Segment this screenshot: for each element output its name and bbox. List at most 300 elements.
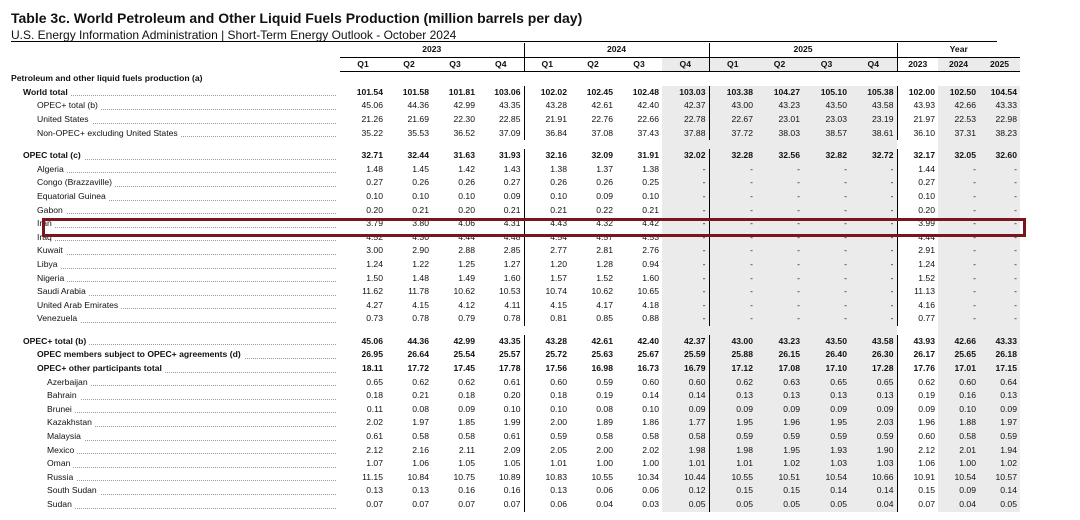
table-row <box>11 312 1020 326</box>
value-cell: 4.12 <box>458 299 475 310</box>
value-cell: 0.13 <box>366 485 383 496</box>
value-cell: 0.05 <box>979 498 1020 512</box>
value-cell: 42.40 <box>637 335 659 346</box>
value-cell: 0.59 <box>596 376 613 387</box>
value-cell: 4.57 <box>596 231 613 242</box>
value-cell: 102.02 <box>524 86 570 100</box>
quarter-header: Q1 <box>524 57 570 72</box>
value-cell: 17.45 <box>453 363 475 374</box>
value-cell: 23.19 <box>850 113 897 127</box>
value-cell: 26.64 <box>407 349 429 360</box>
value-cell: 22.85 <box>498 113 521 124</box>
value-cell: - <box>756 312 803 326</box>
table-row <box>11 285 1020 299</box>
value-cell: 1.85 <box>458 417 475 428</box>
row-label: Sudan <box>11 498 340 512</box>
value-cell: 26.40 <box>803 348 850 362</box>
value-cell: 10.65 <box>637 286 659 297</box>
table-row <box>11 444 1020 458</box>
value-cell: - <box>803 258 850 272</box>
value-cell: 17.76 <box>897 362 938 376</box>
value-cell: 1.97 <box>979 416 1020 430</box>
value-cell: 17.01 <box>938 362 979 376</box>
value-cell: 17.56 <box>524 362 570 376</box>
table-row <box>11 416 1020 430</box>
table-subtitle: U.S. Energy Information Administration | Short-Term Energy Outlook - October 2024 <box>11 28 457 42</box>
value-cell: 0.13 <box>979 389 1020 403</box>
value-cell: 23.03 <box>803 113 850 127</box>
value-cell: 0.27 <box>366 177 383 188</box>
value-cell: 0.09 <box>709 403 756 417</box>
value-cell: 105.10 <box>803 86 850 100</box>
value-cell: - <box>662 176 709 190</box>
value-cell: - <box>756 285 803 299</box>
value-cell: 0.16 <box>503 485 521 496</box>
value-cell: 4.11 <box>504 299 521 310</box>
value-cell: - <box>938 176 979 190</box>
value-cell: 0.05 <box>709 498 756 512</box>
value-cell: 16.73 <box>637 363 659 374</box>
value-cell: - <box>803 299 850 313</box>
value-cell: 0.07 <box>458 499 475 509</box>
value-cell: 0.10 <box>938 403 979 417</box>
value-cell: 0.59 <box>803 430 850 444</box>
value-cell: 25.63 <box>591 349 613 360</box>
quarter-header: Q1 <box>709 57 756 72</box>
value-cell: 0.10 <box>412 190 429 201</box>
row-label: Equatorial Guinea <box>11 190 340 204</box>
value-cell: 0.13 <box>756 389 803 403</box>
value-cell: - <box>850 299 897 313</box>
value-cell: - <box>803 285 850 299</box>
value-cell: 102.45 <box>586 86 613 97</box>
value-cell: 1.57 <box>524 272 570 286</box>
value-cell: - <box>662 231 709 245</box>
table-row <box>11 335 1020 349</box>
value-cell: - <box>850 285 897 299</box>
value-cell: - <box>709 204 756 218</box>
value-cell: 26.95 <box>361 349 383 360</box>
value-cell: 0.07 <box>412 499 429 509</box>
value-cell: 26.15 <box>756 348 803 362</box>
row-label: South Sudan <box>11 484 340 498</box>
quarter-header: Q4 <box>478 57 524 72</box>
value-cell: 101.58 <box>402 86 429 97</box>
value-cell: 0.21 <box>642 204 659 215</box>
value-cell: 1.01 <box>709 457 756 471</box>
row-label: OPEC total (c) <box>11 149 340 163</box>
value-cell: - <box>803 231 850 245</box>
value-cell: 0.07 <box>366 499 383 509</box>
value-cell: - <box>938 312 979 326</box>
value-cell: - <box>938 272 979 286</box>
value-cell: 0.27 <box>897 176 938 190</box>
value-cell: 45.06 <box>361 335 383 346</box>
value-cell: 1.05 <box>458 458 475 469</box>
value-cell: 4.18 <box>642 299 659 310</box>
year-header-2025: 2025 <box>709 43 897 57</box>
table-row <box>11 99 1020 113</box>
value-cell: 1.07 <box>366 458 383 469</box>
value-cell: - <box>850 272 897 286</box>
value-cell: 0.19 <box>596 390 613 401</box>
value-cell: 0.07 <box>503 499 521 509</box>
value-cell: 11.78 <box>408 286 429 297</box>
value-cell: 1.43 <box>503 163 521 174</box>
value-cell: - <box>979 176 1020 190</box>
value-cell: - <box>979 312 1020 326</box>
value-cell: 0.14 <box>662 389 709 403</box>
value-cell: 43.33 <box>979 99 1020 113</box>
value-cell: - <box>662 299 709 313</box>
value-cell: 1.94 <box>979 444 1020 458</box>
value-cell: 0.06 <box>642 485 659 496</box>
value-cell: - <box>979 258 1020 272</box>
value-cell: 4.16 <box>897 299 938 313</box>
value-cell: 0.58 <box>458 431 475 442</box>
value-cell: 0.08 <box>596 403 613 414</box>
value-cell: 4.44 <box>458 231 475 242</box>
value-cell: 1.60 <box>503 272 521 283</box>
value-cell: - <box>938 244 979 258</box>
value-cell: 1.00 <box>642 458 659 469</box>
value-cell: 0.10 <box>458 190 475 201</box>
value-cell: - <box>938 190 979 204</box>
value-cell: 0.10 <box>524 403 570 417</box>
value-cell: 0.65 <box>803 376 850 390</box>
value-cell: 0.18 <box>366 390 383 401</box>
value-cell: 42.66 <box>938 335 979 349</box>
value-cell: 0.18 <box>458 390 475 401</box>
value-cell: 0.26 <box>412 177 429 188</box>
value-cell: 1.01 <box>662 457 709 471</box>
value-cell: 25.65 <box>938 348 979 362</box>
value-cell: 0.14 <box>642 390 659 401</box>
value-cell: 0.09 <box>850 403 897 417</box>
value-cell: 42.99 <box>453 335 475 346</box>
value-cell: 1.27 <box>503 258 521 269</box>
value-cell: 1.03 <box>850 457 897 471</box>
value-cell: 1.28 <box>596 258 613 269</box>
value-cell: - <box>662 285 709 299</box>
value-cell: 1.45 <box>412 163 429 174</box>
value-cell: - <box>662 272 709 286</box>
value-cell: - <box>938 258 979 272</box>
value-cell: 0.05 <box>662 498 709 512</box>
value-cell: 25.88 <box>709 348 756 362</box>
value-cell: 43.93 <box>897 335 938 349</box>
value-cell: 0.58 <box>642 431 659 442</box>
value-cell: 1.60 <box>642 272 659 283</box>
value-cell: 2.16 <box>412 444 429 455</box>
table-row <box>11 498 1020 512</box>
value-cell: - <box>709 231 756 245</box>
value-cell: 0.06 <box>596 485 613 496</box>
value-cell: - <box>979 190 1020 204</box>
row-label: United States <box>11 113 340 127</box>
value-cell: - <box>756 231 803 245</box>
row-label: Venezuela <box>11 312 340 326</box>
value-cell: 0.21 <box>412 204 429 215</box>
value-cell: 105.38 <box>850 86 897 100</box>
year-column-header: 2025 <box>979 57 1020 72</box>
value-cell: - <box>803 190 850 204</box>
value-cell: - <box>662 244 709 258</box>
value-cell: 4.42 <box>642 218 659 229</box>
value-cell: - <box>979 204 1020 218</box>
value-cell: - <box>662 217 709 231</box>
value-cell: - <box>979 163 1020 177</box>
iran-row-highlight-box <box>42 218 1026 237</box>
value-cell: 3.80 <box>412 218 429 229</box>
value-cell: 0.59 <box>524 430 570 444</box>
value-cell: 22.78 <box>662 113 709 127</box>
value-cell: 2.05 <box>524 444 570 458</box>
value-cell: - <box>756 299 803 313</box>
value-cell: 103.03 <box>662 86 709 100</box>
value-cell: 10.57 <box>979 471 1020 485</box>
value-cell: 0.60 <box>642 376 659 387</box>
value-cell: 1.88 <box>938 416 979 430</box>
value-cell: 1.99 <box>503 417 521 428</box>
value-cell: 43.33 <box>979 335 1020 349</box>
table-row <box>11 376 1020 390</box>
value-cell: 32.17 <box>897 149 938 163</box>
value-cell: 22.66 <box>637 113 659 124</box>
value-cell: 32.71 <box>361 150 383 161</box>
value-cell: 10.84 <box>407 471 429 482</box>
value-cell: 0.21 <box>503 204 521 215</box>
value-cell: 31.93 <box>498 150 521 161</box>
value-cell: 43.28 <box>524 335 570 349</box>
value-cell: 0.09 <box>596 190 613 201</box>
value-cell: 2.88 <box>458 245 475 256</box>
value-cell: 10.34 <box>637 471 659 482</box>
value-cell: 0.04 <box>596 499 613 509</box>
value-cell: 1.93 <box>803 444 850 458</box>
value-cell: - <box>709 299 756 313</box>
value-cell: 1.96 <box>756 416 803 430</box>
value-cell: 0.13 <box>412 485 429 496</box>
value-cell: 10.54 <box>938 471 979 485</box>
value-cell: 0.62 <box>897 376 938 390</box>
table-row <box>11 149 1020 163</box>
year-header-2023: 2023 <box>340 43 524 57</box>
value-cell: 37.43 <box>637 127 659 138</box>
value-cell: 42.37 <box>662 335 709 349</box>
row-label: Mexico <box>11 444 340 458</box>
row-label: OPEC+ other participants total <box>11 362 340 376</box>
value-cell: 0.08 <box>412 403 429 414</box>
value-cell: 36.84 <box>524 127 570 141</box>
value-cell: 0.59 <box>709 430 756 444</box>
value-cell: - <box>756 258 803 272</box>
value-cell: 10.89 <box>498 471 521 482</box>
table-row <box>11 176 1020 190</box>
value-cell: 0.26 <box>458 177 475 188</box>
table-row <box>11 457 1020 471</box>
value-cell: - <box>709 285 756 299</box>
value-cell: 16.79 <box>662 362 709 376</box>
value-cell: 0.62 <box>709 376 756 390</box>
value-cell: 103.38 <box>709 86 756 100</box>
value-cell: 4.06 <box>458 218 475 229</box>
value-cell: - <box>709 244 756 258</box>
value-cell: 0.65 <box>850 376 897 390</box>
value-cell: - <box>803 204 850 218</box>
row-label: Non-OPEC+ excluding United States <box>11 127 340 141</box>
value-cell: 0.10 <box>366 190 383 201</box>
value-cell: 102.48 <box>632 86 659 97</box>
value-cell: 10.83 <box>524 471 570 485</box>
value-cell: 21.91 <box>524 113 570 127</box>
value-cell: 102.00 <box>897 86 938 100</box>
value-cell: 0.14 <box>850 484 897 498</box>
value-cell: 32.56 <box>756 149 803 163</box>
value-cell: - <box>803 163 850 177</box>
value-cell: 25.54 <box>453 349 475 360</box>
value-cell: 0.20 <box>366 204 383 215</box>
value-cell: - <box>938 163 979 177</box>
value-cell: 17.15 <box>979 362 1020 376</box>
value-cell: 37.31 <box>938 127 979 141</box>
value-cell: 1.01 <box>524 457 570 471</box>
value-cell: 0.59 <box>850 430 897 444</box>
value-cell: 3.00 <box>366 245 383 256</box>
value-cell: 2.12 <box>897 444 938 458</box>
value-cell: 4.30 <box>412 231 429 242</box>
value-cell: 1.38 <box>524 163 570 177</box>
value-cell: - <box>756 204 803 218</box>
value-cell: 104.54 <box>979 86 1020 100</box>
value-cell: 32.05 <box>938 149 979 163</box>
value-cell: 0.60 <box>897 430 938 444</box>
value-cell: 0.14 <box>803 484 850 498</box>
value-cell: 21.69 <box>407 113 429 124</box>
value-cell: - <box>803 176 850 190</box>
row-label: OPEC members subject to OPEC+ agreements (d) <box>11 348 340 362</box>
table-row <box>11 163 1020 177</box>
value-cell: - <box>662 190 709 204</box>
table-row <box>11 389 1020 403</box>
value-cell: 1.44 <box>897 163 938 177</box>
year-column-header: 2024 <box>938 57 979 72</box>
value-cell: 23.01 <box>756 113 803 127</box>
value-cell: 0.58 <box>596 431 613 442</box>
value-cell: 10.62 <box>591 286 613 297</box>
year-column-header: 2023 <box>897 57 938 72</box>
value-cell: 0.21 <box>412 390 429 401</box>
table-row <box>11 484 1020 498</box>
value-cell: - <box>662 312 709 326</box>
value-cell: 25.67 <box>637 349 659 360</box>
value-cell: - <box>709 163 756 177</box>
quarter-header: Q3 <box>432 57 478 72</box>
value-cell: - <box>979 272 1020 286</box>
value-cell: 1.50 <box>366 272 383 283</box>
value-cell: 0.21 <box>524 204 570 218</box>
value-cell: 31.91 <box>637 150 659 161</box>
value-cell: 2.76 <box>642 245 659 256</box>
value-cell: 38.61 <box>850 127 897 141</box>
value-cell: 2.90 <box>412 245 429 256</box>
value-cell: 1.38 <box>642 163 659 174</box>
table-row <box>11 403 1020 417</box>
value-cell: 43.28 <box>524 99 570 113</box>
value-cell: 37.72 <box>709 127 756 141</box>
value-cell: 32.02 <box>662 149 709 163</box>
value-cell: - <box>709 217 756 231</box>
row-label: Oman <box>11 457 340 471</box>
value-cell: 0.05 <box>803 498 850 512</box>
value-cell: 0.16 <box>938 389 979 403</box>
value-cell: - <box>850 312 897 326</box>
value-cell: 0.09 <box>803 403 850 417</box>
value-cell: 4.52 <box>366 231 383 242</box>
table-row <box>11 430 1020 444</box>
value-cell: 1.37 <box>596 163 613 174</box>
value-cell: - <box>850 258 897 272</box>
value-cell: 0.59 <box>756 430 803 444</box>
value-cell: - <box>803 272 850 286</box>
value-cell: 1.42 <box>458 163 475 174</box>
row-label: Iraq <box>11 231 340 245</box>
value-cell: 1.90 <box>850 444 897 458</box>
value-cell: 104.27 <box>756 86 803 100</box>
value-cell: 0.25 <box>642 177 659 188</box>
value-cell: - <box>979 217 1020 231</box>
table-row <box>11 272 1020 286</box>
value-cell: 0.16 <box>458 485 475 496</box>
value-cell: 25.57 <box>498 349 521 360</box>
value-cell: 0.58 <box>412 431 429 442</box>
value-cell: 1.52 <box>596 272 613 283</box>
value-cell: 0.14 <box>979 484 1020 498</box>
value-cell: 1.97 <box>412 417 429 428</box>
value-cell: 4.15 <box>524 299 570 313</box>
value-cell: 37.08 <box>591 127 613 138</box>
value-cell: 0.61 <box>366 431 383 442</box>
value-cell: 1.98 <box>709 444 756 458</box>
value-cell: 10.51 <box>756 471 803 485</box>
row-label: Kuwait <box>11 244 340 258</box>
value-cell: 0.20 <box>458 204 475 215</box>
value-cell: 0.81 <box>524 312 570 326</box>
row-label: Malaysia <box>11 430 340 444</box>
value-cell: 32.44 <box>407 150 429 161</box>
row-label: Congo (Brazzaville) <box>11 176 340 190</box>
row-label: Saudi Arabia <box>11 285 340 299</box>
value-cell: 4.15 <box>412 299 429 310</box>
value-cell: 10.54 <box>803 471 850 485</box>
value-cell: 1.06 <box>897 457 938 471</box>
title-divider <box>11 41 997 42</box>
value-cell: - <box>709 258 756 272</box>
value-cell: 17.72 <box>407 363 429 374</box>
row-label: Russia <box>11 471 340 485</box>
value-cell: 42.40 <box>637 100 659 111</box>
value-cell: 22.98 <box>979 113 1020 127</box>
value-cell: 1.25 <box>458 258 475 269</box>
value-cell: 1.24 <box>366 258 383 269</box>
value-cell: 1.20 <box>524 258 570 272</box>
value-cell: 25.72 <box>524 348 570 362</box>
value-cell: 2.77 <box>524 244 570 258</box>
value-cell: - <box>979 244 1020 258</box>
value-cell: 36.10 <box>897 127 938 141</box>
value-cell: 2.01 <box>938 444 979 458</box>
value-cell: 10.62 <box>453 286 475 297</box>
